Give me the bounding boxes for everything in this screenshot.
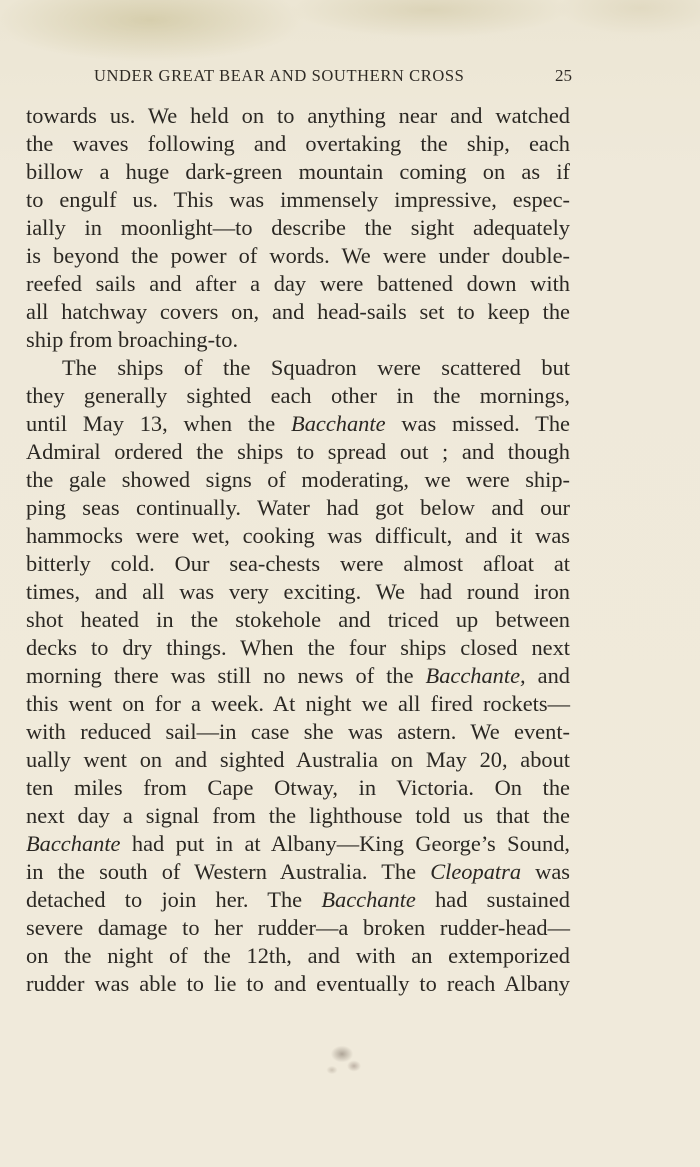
text-line xyxy=(26,214,570,242)
text-line xyxy=(26,186,570,214)
text-line xyxy=(26,662,570,690)
text-segment: with reduced sail—in case she was astern. We event- xyxy=(26,719,570,744)
text-segment: The ships of the Squadron were scattered but xyxy=(62,355,570,380)
text-segment: was missed. The xyxy=(385,411,570,436)
text-line xyxy=(26,942,570,970)
text-line xyxy=(26,774,570,802)
text-segment: had put in at Albany—King George’s Sound, xyxy=(120,831,570,856)
text-line xyxy=(26,410,570,438)
text-segment: Admiral ordered the ships to spread out ; and though xyxy=(26,439,570,464)
italic-ship-name: Bacchante xyxy=(321,887,416,912)
text-segment: had sustained xyxy=(415,887,570,912)
text-segment: bitterly cold. Our sea-chests were almost afloat at xyxy=(26,551,570,576)
text-line xyxy=(26,718,570,746)
body-text xyxy=(26,102,570,998)
text-line xyxy=(26,858,570,886)
text-line xyxy=(26,606,570,634)
text-segment: the gale showed signs of moderating, we were ship- xyxy=(26,467,570,492)
text-segment: billow a huge dark-green mountain coming on as if xyxy=(26,159,570,184)
text-segment: they generally sighted each other in the mornings, xyxy=(26,383,570,408)
text-segment: all hatchway covers on, and head-sails set to keep the xyxy=(26,299,570,324)
text-line xyxy=(26,578,570,606)
text-segment: is beyond the power of words. We were under double- xyxy=(26,243,570,268)
text-segment: rudder was able to lie to and eventually to reach Albany xyxy=(26,971,570,996)
text-segment: hammocks were wet, cooking was difficult, and it was xyxy=(26,523,570,548)
italic-ship-name: Cleopatra xyxy=(430,859,522,884)
text-segment: decks to dry things. When the four ships closed next xyxy=(26,635,570,660)
page-number: 25 xyxy=(555,66,572,85)
text-line xyxy=(26,326,570,354)
text-line xyxy=(26,158,570,186)
text-segment: ship from broaching-to. xyxy=(26,327,239,352)
text-segment: severe damage to her rudder—a broken rudder-head— xyxy=(26,915,570,940)
text-line xyxy=(26,354,570,382)
text-line xyxy=(26,914,570,942)
text-line xyxy=(26,438,570,466)
text-segment: ially in moonlight—to describe the sight adequately xyxy=(26,215,570,240)
text-line xyxy=(26,886,570,914)
text-line xyxy=(26,690,570,718)
italic-ship-name: Bacchante xyxy=(291,411,386,436)
text-segment: towards us. We held on to anything near and watched xyxy=(26,103,570,128)
paper-stain xyxy=(312,1030,376,1088)
text-segment: times, and all was very exciting. We had round iron xyxy=(26,579,570,604)
text-segment: and xyxy=(525,663,570,688)
italic-ship-name: Bacchante, xyxy=(425,663,526,688)
text-segment: next day a signal from the lighthouse told us that the xyxy=(26,803,570,828)
text-segment: the waves following and overtaking the ship, each xyxy=(26,131,570,156)
text-segment: to engulf us. This was immensely impressive, espec- xyxy=(26,187,570,212)
text-line xyxy=(26,382,570,410)
italic-ship-name: Bacchante xyxy=(26,831,121,856)
text-segment: ping seas continually. Water had got below and our xyxy=(26,495,570,520)
text-segment: detached to join her. The xyxy=(26,887,322,912)
text-segment: was xyxy=(521,859,570,884)
text-line xyxy=(26,466,570,494)
text-line xyxy=(26,634,570,662)
text-line xyxy=(26,242,570,270)
text-line xyxy=(26,746,570,774)
text-segment: morning there was still no news of the xyxy=(26,663,426,688)
text-line xyxy=(26,802,570,830)
text-segment: ually went on and sighted Australia on May 20, about xyxy=(26,747,570,772)
text-segment: this went on for a week. At night we all fired rockets— xyxy=(26,691,570,716)
text-segment: until May 13, when the xyxy=(26,411,292,436)
text-line xyxy=(26,270,570,298)
text-line xyxy=(26,130,570,158)
text-segment: ten miles from Cape Otway, in Victoria. On the xyxy=(26,775,570,800)
text-segment: shot heated in the stokehole and triced up between xyxy=(26,607,570,632)
text-line xyxy=(26,830,570,858)
text-segment: on the night of the 12th, and with an extemporized xyxy=(26,943,570,968)
text-segment: in the south of Western Australia. The xyxy=(26,859,431,884)
text-line xyxy=(26,102,570,130)
page-header xyxy=(94,66,572,92)
text-line xyxy=(26,970,570,998)
text-line xyxy=(26,522,570,550)
text-line xyxy=(26,550,570,578)
text-line xyxy=(26,494,570,522)
text-line xyxy=(26,298,570,326)
text-segment: reefed sails and after a day were battened down with xyxy=(26,271,570,296)
running-title: UNDER GREAT BEAR AND SOUTHERN CROSS xyxy=(94,66,465,85)
